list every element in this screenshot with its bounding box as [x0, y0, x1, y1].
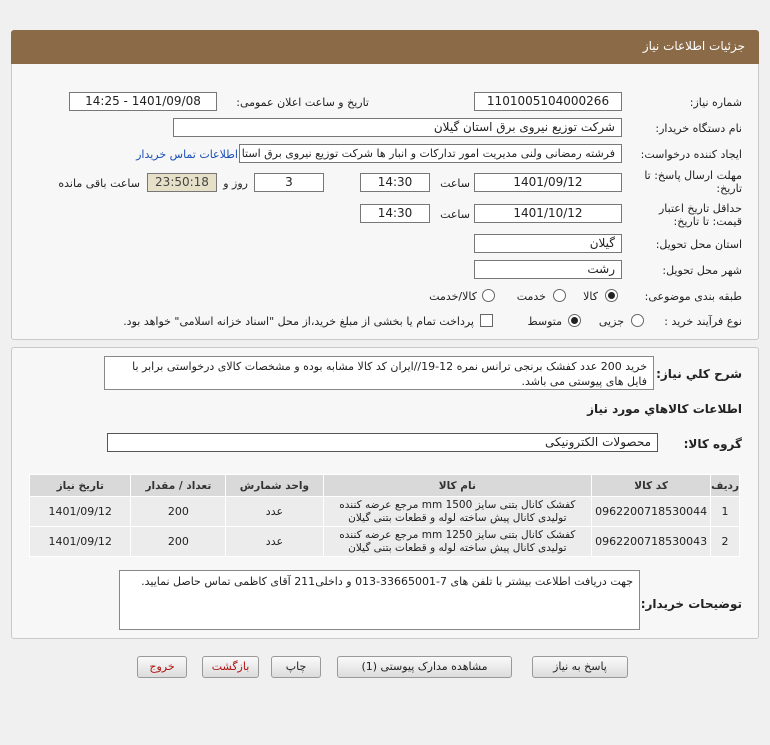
deadline-label-2: تاریخ:: [716, 182, 742, 195]
cell-quantity: 200: [131, 497, 226, 527]
print-button[interactable]: چاپ: [271, 656, 321, 678]
need-number-field: 1101005104000266: [474, 92, 622, 111]
goods-table-header: [30, 475, 740, 497]
category-radio-goods-service[interactable]: [482, 289, 495, 302]
cell-need-date: 1401/09/12: [30, 527, 131, 557]
category-option-goods: کالا: [583, 290, 598, 303]
deadline-time-field: 14:30: [360, 173, 430, 192]
goods-table: [29, 474, 740, 557]
cell-code: 0962200718530043: [592, 527, 711, 557]
col-row: ردیف: [711, 475, 740, 497]
days-label: روز و: [223, 177, 248, 190]
cell-need-date: 1401/09/12: [30, 497, 131, 527]
description-label: شرح کلي نياز:: [656, 367, 742, 381]
treasury-payment-note: پرداخت تمام یا بخشی از مبلغ خرید،از محل "اسناد خزانه اسلامی" خواهد بود.: [123, 315, 474, 328]
cell-code: 0962200718530044: [592, 497, 711, 527]
category-radio-service[interactable]: [553, 289, 566, 302]
col-name: نام کالا: [323, 475, 592, 497]
buyer-org-field: شرکت توزیع نیروی برق استان گیلان: [173, 118, 622, 137]
province-label: استان محل تحویل:: [655, 238, 742, 251]
remaining-time-field: 23:50:18: [147, 173, 217, 192]
category-option-service: خدمت: [516, 290, 546, 303]
announce-label: تاریخ و ساعت اعلان عمومی:: [236, 96, 369, 109]
process-radio-medium[interactable]: [568, 314, 581, 327]
validity-time-label: ساعت: [440, 208, 470, 221]
table-row: [30, 527, 740, 557]
deadline-label-1: مهلت ارسال پاسخ: تا: [644, 169, 742, 182]
city-label: شهر محل تحویل:: [662, 264, 742, 277]
need-number-label: شماره نیاز:: [689, 96, 742, 109]
cell-unit: عدد: [226, 527, 323, 557]
cell-unit: عدد: [226, 497, 323, 527]
cell-row: 1: [711, 497, 740, 527]
page-header: [11, 30, 759, 64]
page-title: جزئیات اطلاعات نیاز: [642, 39, 745, 53]
days-remaining-field: 3: [254, 173, 324, 192]
exit-button[interactable]: خروج: [137, 656, 187, 678]
buyer-notes-label: توضیحات خریدار:: [640, 597, 742, 611]
goods-group-label: گروه کالا:: [683, 437, 742, 451]
province-field: گیلان: [474, 234, 622, 253]
goods-section-title: اطلاعات کالاهاي مورد نياز: [587, 402, 742, 416]
view-attachments-button[interactable]: مشاهده مدارک پیوستی (1): [337, 656, 512, 678]
category-label: طبقه بندی موضوعی:: [644, 290, 742, 303]
description-box: خرید 200 عدد کفشک برنجی ترانس نمره 12-19//ایران کد کالا مشابه بوده و مشخصات کالای درخواستی برابر با فایل های پیوستی می باشد.: [104, 356, 654, 390]
process-radio-minor[interactable]: [631, 314, 644, 327]
table-row: [30, 497, 740, 527]
cell-quantity: 200: [131, 527, 226, 557]
validity-label-1: حداقل تاریخ اعتبار: [658, 202, 742, 215]
creator-label: ایجاد کننده درخواست:: [640, 148, 742, 161]
validity-time-field: 14:30: [360, 204, 430, 223]
buyer-contact-link[interactable]: اطلاعات تماس خریدار: [136, 148, 238, 161]
back-button[interactable]: بازگشت: [202, 656, 259, 678]
announce-datetime-field: 1401/09/08 - 14:25: [69, 92, 217, 111]
col-quantity: تعداد / مقدار: [131, 475, 226, 497]
cell-name: کفشک کانال بتنی سایز 1500 mm مرجع عرضه کننده تولیدی کانال پیش ساخته لوله و قطعات بتنی گیلان: [323, 497, 592, 527]
city-field: رشت: [474, 260, 622, 279]
remaining-label: ساعت باقی مانده: [58, 177, 140, 190]
creator-field: فرشته رمضانی ولنی مدیریت امور تدارکات و انبار ها شرکت توزیع نیروی برق استا: [239, 144, 622, 163]
process-label: نوع فرآیند خرید :: [664, 315, 742, 328]
process-option-minor: جزیی: [598, 315, 624, 328]
validity-date-field: 1401/10/12: [474, 204, 622, 223]
buyer-notes-box: جهت دریافت اطلاعت بیشتر با تلفن های 7-33665001-013 و داخلی211 آقای کاظمی تماس حاصل نمایید.: [119, 570, 640, 630]
buyer-org-label: نام دستگاه خریدار:: [655, 122, 742, 135]
col-code: کد کالا: [592, 475, 711, 497]
cell-name: کفشک کانال بتنی سایز 1250 mm مرجع عرضه کننده تولیدی کانال پیش ساخته لوله و قطعات بتنی گیلان: [323, 527, 592, 557]
goods-group-field: محصولات الکترونیکی: [107, 433, 658, 452]
col-need-date: تاریخ نیاز: [30, 475, 131, 497]
category-radio-goods[interactable]: [605, 289, 618, 302]
reply-button[interactable]: پاسخ به نیاز: [532, 656, 628, 678]
treasury-payment-checkbox[interactable]: [480, 314, 493, 327]
validity-label-2: قیمت: تا تاریخ:: [673, 215, 742, 228]
col-unit: واحد شمارش: [226, 475, 323, 497]
category-option-goods-service: کالا/خدمت: [429, 290, 477, 303]
deadline-time-label: ساعت: [440, 177, 470, 190]
deadline-date-field: 1401/09/12: [474, 173, 622, 192]
process-option-medium: متوسط: [527, 315, 562, 328]
cell-row: 2: [711, 527, 740, 557]
